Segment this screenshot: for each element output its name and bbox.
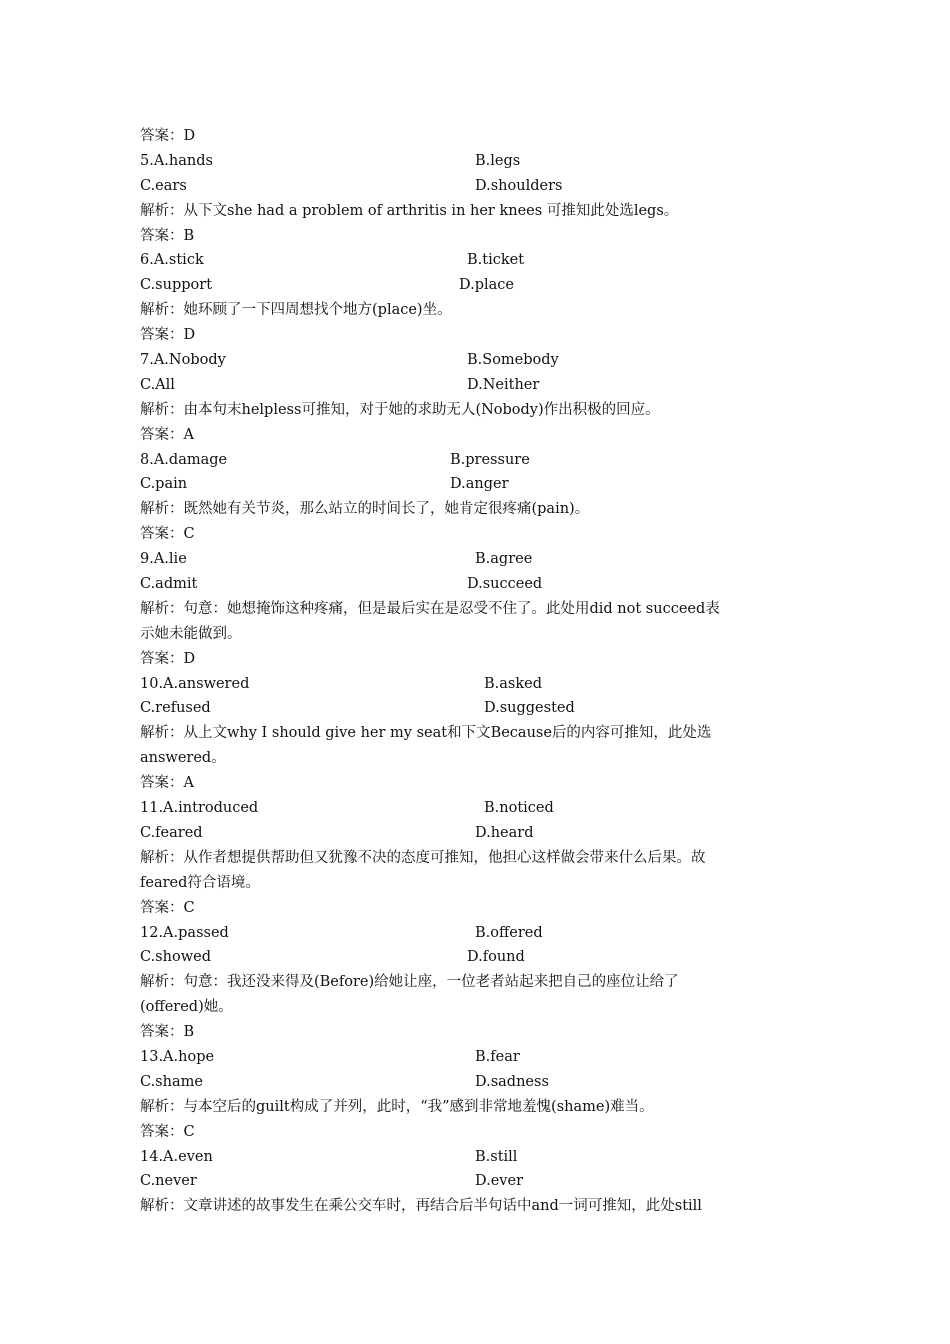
option-right: B.noticed — [484, 800, 554, 817]
option-right: B.legs — [475, 152, 521, 169]
option-right: D.sadness — [475, 1073, 549, 1090]
option-row — [140, 696, 812, 721]
option-row — [140, 1169, 812, 1194]
option-row — [140, 248, 812, 273]
option-row — [140, 1070, 812, 1095]
analysis-line: 解析：句意：我还没来得及(Before)给她让座，一位老者站起来把自己的座位让给了 — [140, 974, 679, 991]
option-row — [140, 796, 812, 821]
option-right: D.succeed — [467, 576, 543, 593]
option-left: 14.A.even — [140, 1148, 213, 1165]
option-row — [140, 448, 812, 473]
option-row — [140, 572, 812, 597]
answer-line: 答案：A — [140, 775, 194, 792]
option-left: C.support — [140, 277, 213, 294]
answer-line: 答案：D — [140, 128, 196, 144]
analysis-line: 解析：从作者想提供帮助但又犹豫不决的态度可推知，他担心这样做会带来什么后果。故 — [140, 849, 706, 866]
analysis-line: (offered)她。 — [140, 999, 233, 1016]
option-right: D.found — [467, 949, 525, 966]
option-left: C.shame — [140, 1073, 203, 1090]
option-right: B.ticket — [467, 252, 525, 269]
analysis-line: 解析：既然她有关节炎，那么站立的时间长了，她肯定很疼痛(pain)。 — [140, 501, 590, 518]
answer-line: 答案：B — [140, 1024, 195, 1041]
option-row — [140, 821, 812, 846]
option-left: 13.A.hope — [140, 1048, 215, 1065]
option-left: 6.A.stick — [140, 252, 204, 269]
option-left: 12.A.passed — [140, 924, 229, 941]
option-left: 5.A.hands — [140, 152, 213, 169]
option-right: B.offered — [475, 924, 543, 941]
option-right: D.Neither — [467, 376, 540, 393]
analysis-line: 解析：与本空后的guilt构成了并列，此时，“我”感到非常地羞愧(shame)难当。 — [140, 1098, 654, 1115]
option-right: B.fear — [475, 1048, 520, 1065]
option-row — [140, 1145, 812, 1170]
option-left: C.feared — [140, 824, 203, 841]
option-left: C.pain — [140, 476, 188, 493]
option-left: 7.A.Nobody — [140, 352, 226, 369]
option-right: B.still — [475, 1148, 518, 1165]
option-right: D.ever — [475, 1173, 524, 1190]
option-left: C.ears — [140, 177, 187, 194]
option-row — [140, 945, 812, 970]
answer-line: 答案：D — [140, 650, 196, 667]
analysis-line: 示她未能做到。 — [140, 625, 242, 642]
option-left: 11.A.introduced — [140, 800, 259, 817]
analysis-line: 解析：由本句末helpless可推知，对于她的求助无人(Nobody)作出积极的回应。 — [140, 401, 660, 418]
option-row — [140, 348, 812, 373]
option-right: D.heard — [475, 824, 534, 841]
analysis-line: 解析：从下文she had a problem of arthritis in her knees 可推知此处选legs。 — [140, 202, 679, 219]
answer-line: 答案：B — [140, 227, 195, 244]
option-right: D.shoulders — [475, 177, 563, 194]
option-left: 10.A.answered — [140, 675, 250, 692]
option-left: C.showed — [140, 949, 211, 966]
answer-line: 答案：D — [140, 327, 196, 344]
option-left: 8.A.damage — [140, 451, 228, 468]
option-row — [140, 373, 812, 398]
option-right: B.pressure — [450, 451, 530, 468]
analysis-line: 解析：句意：她想掩饰这种疼痛，但是最后实在是忍受不住了。此处用did not succeed表 — [140, 600, 720, 617]
option-left: C.All — [140, 376, 175, 393]
answer-line: 答案：C — [140, 526, 195, 543]
option-row — [140, 174, 812, 199]
option-row — [140, 1045, 812, 1070]
option-left: 9.A.lie — [140, 551, 187, 568]
option-row — [140, 472, 812, 497]
analysis-line: answered。 — [140, 750, 226, 767]
analysis-line: feared符合语境。 — [140, 874, 260, 891]
option-right: B.Somebody — [467, 352, 559, 369]
answer-line: 答案：C — [140, 899, 195, 916]
option-right: D.anger — [450, 476, 509, 493]
answer-line: 答案：A — [140, 426, 194, 443]
analysis-line: 解析：从上文why I should give her my seat和下文Because后的内容可推知，此处选 — [140, 725, 712, 742]
option-row — [140, 921, 812, 946]
option-left: C.never — [140, 1173, 197, 1190]
option-right: D.suggested — [484, 700, 575, 717]
analysis-line: 解析：她环顾了一下四周想找个地方(place)坐。 — [140, 302, 452, 319]
analysis-line: 解析：文章讲述的故事发生在乘公交车时，再结合后半句话中and一词可推知，此处still — [140, 1198, 702, 1215]
answer-key-text — [140, 124, 812, 1219]
option-row — [140, 547, 812, 572]
option-right: B.asked — [484, 675, 542, 692]
option-left: C.refused — [140, 700, 211, 717]
option-right: B.agree — [475, 551, 533, 568]
option-row — [140, 273, 812, 298]
answer-line: 答案：C — [140, 1123, 195, 1140]
option-row — [140, 672, 812, 697]
option-left: C.admit — [140, 576, 198, 593]
option-row — [140, 149, 812, 174]
option-right: D.place — [459, 277, 514, 294]
